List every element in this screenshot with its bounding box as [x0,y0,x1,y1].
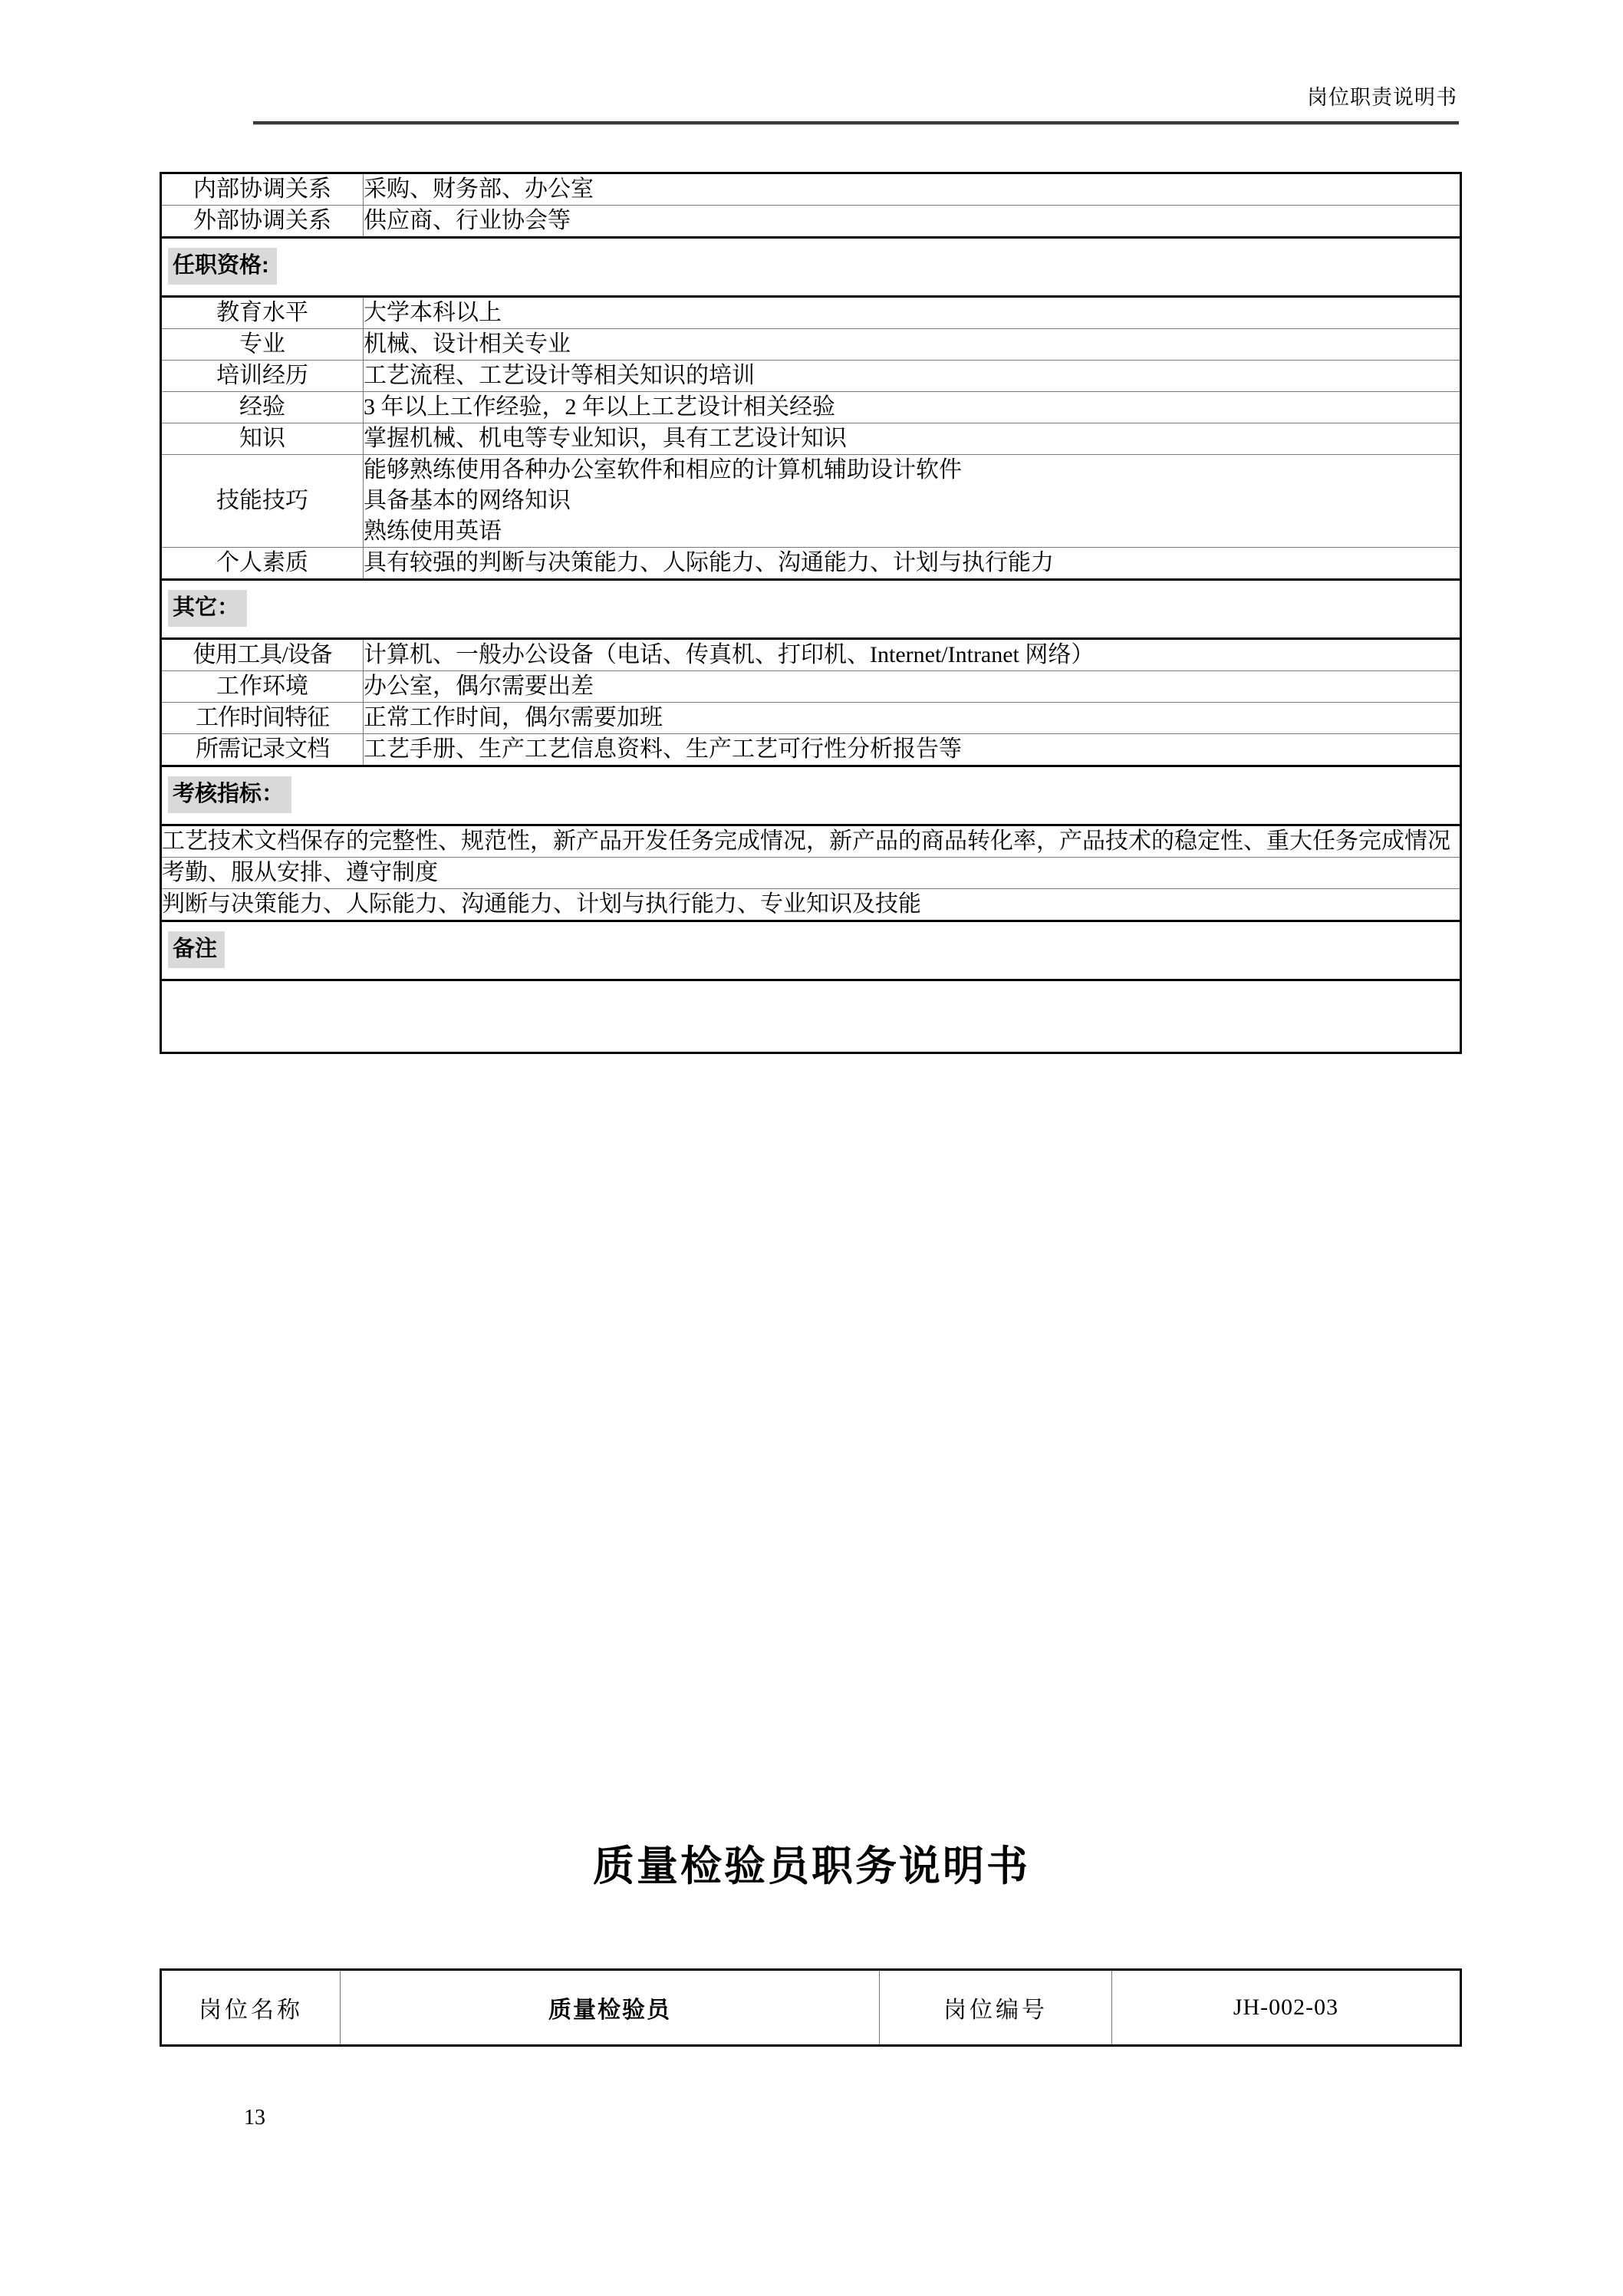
table-row [161,639,1461,671]
position-name-value: 质量检验员 [341,1970,880,2046]
table-row [161,206,1461,238]
section-title: 备注 [168,931,225,968]
section-header-cell [161,580,1461,639]
section-header-other [161,580,1461,639]
row-label: 技能技巧 [161,455,364,548]
page-header-title: 岗位职责说明书 [1307,86,1457,109]
table-row [161,392,1461,423]
position-code-label: 岗位编号 [880,1970,1112,2046]
table-row-kpi [161,858,1461,889]
remark-value [161,980,1461,1053]
position-code-value: JH-002-03 [1112,1970,1461,2046]
section-title: 任职资格: [168,248,277,285]
row-label: 外部协调关系 [161,206,364,238]
row-value: 大学本科以上 [364,297,1461,329]
table-row [161,1970,1461,2046]
row-value: 计算机、一般办公设备（电话、传真机、打印机、Internet/Intranet 网络） [364,639,1461,671]
row-label: 使用工具/设备 [161,639,364,671]
table-row [161,548,1461,580]
row-label: 内部协调关系 [161,173,364,206]
table-row [161,734,1461,766]
skill-line: 熟练使用英语 [364,519,502,544]
row-value: 工艺流程、工艺设计等相关知识的培训 [364,361,1461,392]
row-value: 掌握机械、机电等专业知识，具有工艺设计知识 [364,423,1461,455]
row-value: 3 年以上工作经验，2 年以上工艺设计相关经验 [364,392,1461,423]
page-header [253,84,1457,114]
row-label: 专业 [161,329,364,361]
section-header-kpi [161,766,1461,825]
page-number: 13 [244,2106,265,2130]
position-identity-table [160,1968,1462,2047]
table-row [161,361,1461,392]
row-label: 工作环境 [161,671,364,703]
section-header-qualification [161,238,1461,297]
row-value: 办公室，偶尔需要出差 [364,671,1461,703]
kpi-value: 考勤、服从安排、遵守制度 [161,858,1461,889]
section-header-remark [161,921,1461,980]
job-description-table [160,172,1462,1054]
row-value: 正常工作时间，偶尔需要加班 [364,703,1461,734]
row-label: 个人素质 [161,548,364,580]
table-row-skills [161,455,1461,548]
row-value: 具有较强的判断与决策能力、人际能力、沟通能力、计划与执行能力 [364,548,1461,580]
table-row [161,703,1461,734]
section-header-cell [161,921,1461,980]
table-row-kpi [161,889,1461,921]
kpi-value: 判断与决策能力、人际能力、沟通能力、计划与执行能力、专业知识及技能 [161,889,1461,921]
row-value: 机械、设计相关专业 [364,329,1461,361]
row-label: 知识 [161,423,364,455]
row-label: 经验 [161,392,364,423]
row-label: 培训经历 [161,361,364,392]
row-value: 工艺手册、生产工艺信息资料、生产工艺可行性分析报告等 [364,734,1461,766]
table-row [161,173,1461,206]
section-header-cell [161,238,1461,297]
second-document-title: 质量检验员职务说明书 [593,1843,1030,1889]
section-header-cell [161,766,1461,825]
row-label: 所需记录文档 [161,734,364,766]
table-row [161,297,1461,329]
row-label: 工作时间特征 [161,703,364,734]
row-value: 供应商、行业协会等 [364,206,1461,238]
table-row-remark-blank [161,980,1461,1053]
kpi-value: 工艺技术文档保存的完整性、规范性，新产品开发任务完成情况，新产品的商品转化率，产品技术的稳定性、重大任务完成情况 [161,825,1461,858]
skill-line: 能够熟练使用各种办公室软件和相应的计算机辅助设计软件 [364,457,962,483]
position-name-label: 岗位名称 [161,1970,341,2046]
row-value: 采购、财务部、办公室 [364,173,1461,206]
header-rule [253,121,1459,125]
row-value-multiline [364,455,1461,548]
table-row [161,329,1461,361]
table-row [161,423,1461,455]
table-row [161,671,1461,703]
skill-line: 具备基本的网络知识 [364,488,571,513]
row-label: 教育水平 [161,297,364,329]
section-title: 其它： [168,590,247,627]
section-title: 考核指标： [168,776,291,813]
table-row-kpi [161,825,1461,858]
